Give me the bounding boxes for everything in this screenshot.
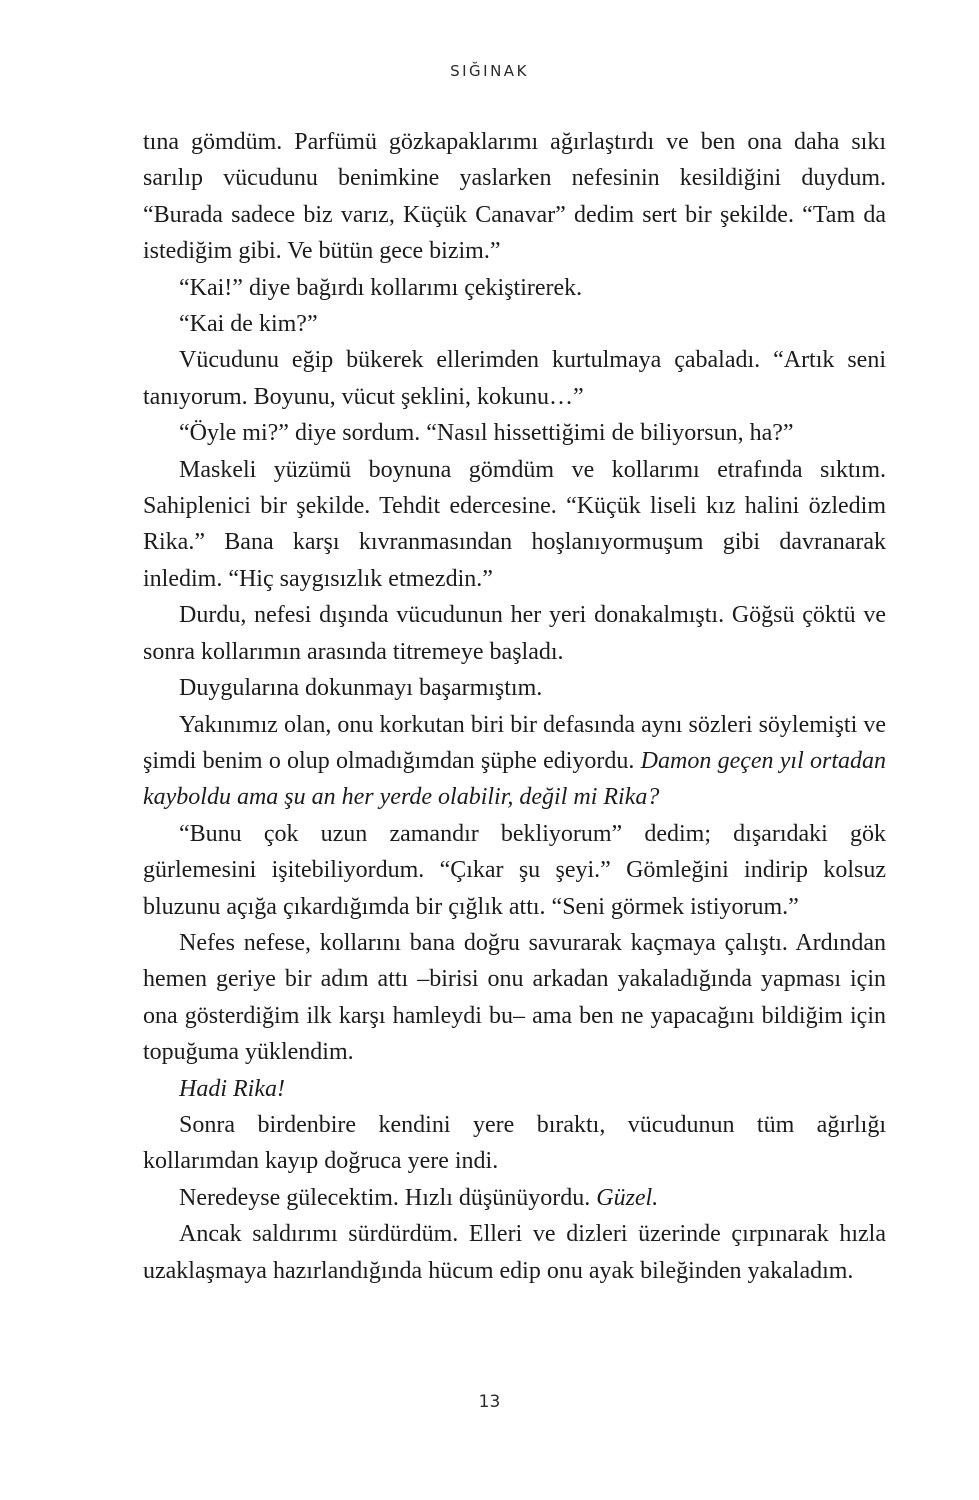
paragraph	[143, 1216, 886, 1289]
running-head-title: SIĞINAK	[450, 62, 529, 80]
text-run: Maskeli yüzümü boynuna gömdüm ve kollarımı etrafında sıktım. Sahiplenici bir şekilde. Tehdit edercesine. “Küçük liseli kız halini özledim Rika.” Bana karşı kıvranmasından hoşlanıyormuşum gibi davranarak inledim. “Hiç saygısızlık etmezdin.”	[143, 456, 886, 592]
text-run: Duygularına dokunmayı başarmıştım.	[179, 675, 543, 702]
paragraph	[143, 1071, 886, 1107]
body-text	[143, 124, 886, 1289]
text-run: Vücudunu eğip bükerek ellerimden kurtulmaya çabaladı. “Artık seni tanıyorum. Boyunu, vücut şeklini, kokunu…”	[143, 347, 886, 410]
text-run: “Öyle mi?” diye sordum. “Nasıl hissettiğimi de biliyorsun, ha?”	[179, 420, 794, 447]
text-run: Ancak saldırımı sürdürdüm. Elleri ve dizleri üzerinde çırpınarak hızla uzaklaşmaya hazırlandığında hücum edip onu ayak bileğinden yakaladım.	[143, 1221, 886, 1284]
text-run: Durdu, nefesi dışında vücudunun her yeri donakalmıştı. Göğsü çöktü ve sonra kollarımın arasında titremeye başladı.	[143, 602, 886, 665]
page-number: 13	[478, 1392, 501, 1412]
text-run: “Kai!” diye bağırdı kollarımı çekiştirerek.	[179, 274, 583, 301]
paragraph	[143, 1180, 886, 1216]
paragraph	[143, 452, 886, 598]
paragraph	[143, 670, 886, 706]
italic-text: Güzel.	[596, 1184, 659, 1211]
paragraph	[143, 342, 886, 415]
paragraph	[143, 1107, 886, 1180]
text-run: tına gömdüm. Parfümü gözkapaklarımı ağırlaştırdı ve ben ona daha sıkı sarılıp vücudunu benimkine yaslarken nefesinin kesildiğini duydum. “Burada sadece biz varız, Küçük Canavar” dedim sert bir şekilde. “Tam da istediğim gibi. Ve bütün gece bizim.”	[143, 129, 886, 265]
text-run: “Bunu çok uzun zamandır bekliyorum” dedim; dışarıdaki gök gürlemesini işitebiliyordum. “Çıkar şu şeyi.” Gömleğini indirip kolsuz bluzunu açığa çıkardığımda bir çığlık attı. “Seni görmek istiyorum.”	[143, 820, 886, 920]
text-run: Neredeyse gülecektim. Hızlı düşünüyordu.	[179, 1184, 597, 1211]
paragraph	[143, 816, 886, 925]
paragraph	[143, 415, 886, 451]
paragraph	[143, 597, 886, 670]
text-run: “Kai de kim?”	[179, 311, 318, 338]
text-run: Yakınımız olan, onu korkutan biri bir defasında aynı sözleri söylemişti ve şimdi benim o olup olmadığımdan şüphe ediyordu.	[143, 711, 886, 774]
paragraph	[143, 707, 886, 816]
paragraph	[143, 925, 886, 1071]
text-run: Nefes nefese, kollarını bana doğru savurarak kaçmaya çalıştı. Ardından hemen geriye bir adım attı –birisi onu arkadan yakaladığında yapması için ona gösterdiğim ilk karşı hamleydi bu– ama ben ne yapacağını bildiğim için topuğuma yüklendim.	[143, 929, 886, 1066]
text-run: Sonra birdenbire kendini yere bıraktı, vücudunun tüm ağırlığı kollarımdan kayıp doğruca yere indi.	[143, 1111, 886, 1175]
italic-text: Damon geçen yıl ortadan kayboldu ama şu an her yerde olabilir, değil mi Rika?	[143, 747, 886, 811]
paragraph	[143, 124, 886, 270]
paragraph	[143, 306, 886, 342]
paragraph	[143, 270, 886, 306]
italic-text: Hadi Rika!	[179, 1075, 285, 1102]
